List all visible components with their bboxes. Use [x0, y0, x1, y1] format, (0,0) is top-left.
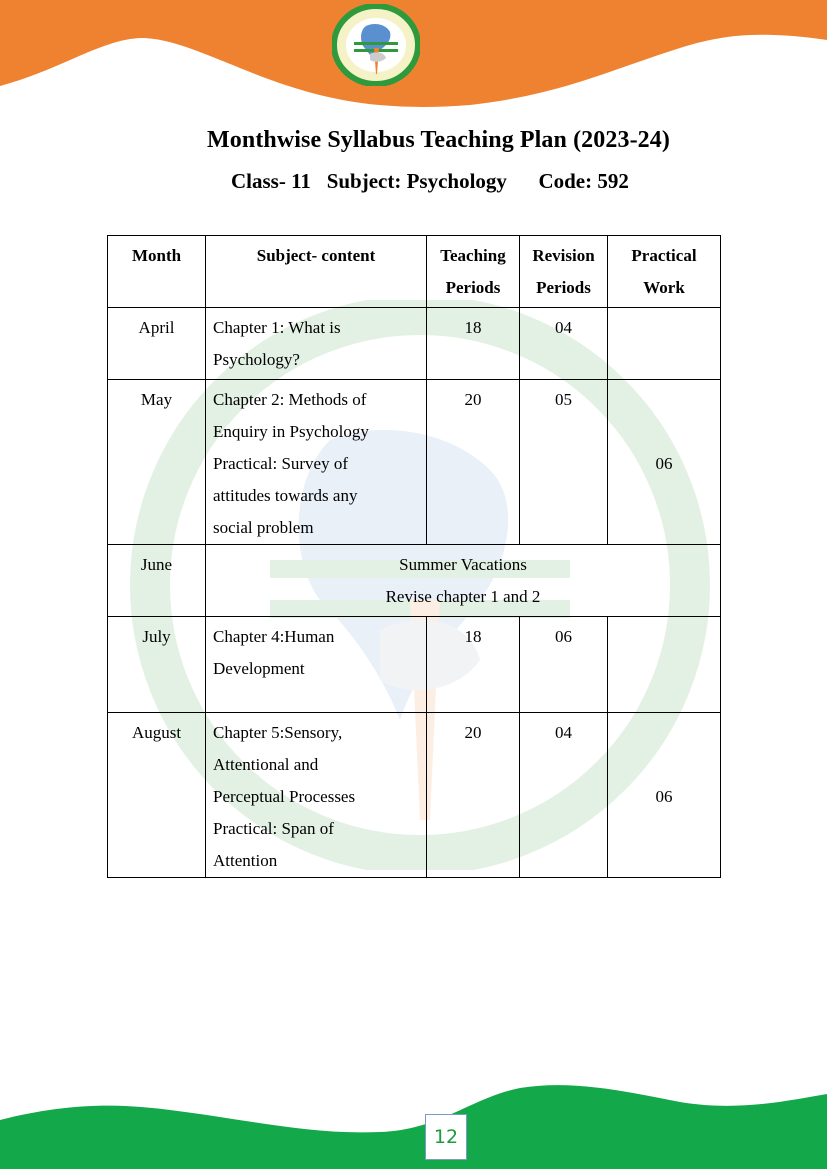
revision-cell: 06 — [520, 617, 608, 713]
footer-green-wave — [0, 1080, 827, 1169]
month-cell: June — [108, 545, 206, 617]
table-row — [108, 713, 721, 878]
content-cell — [206, 380, 427, 545]
content-line: Chapter 1: What is — [213, 318, 341, 337]
teaching-cell: 20 — [427, 713, 520, 878]
practical-cell: 06 — [608, 380, 721, 545]
content-line: attitudes towards any — [213, 486, 358, 505]
revision-header — [520, 236, 608, 308]
content-line: Chapter 2: Methods of — [213, 390, 367, 409]
revision-header-line: Revision — [532, 246, 595, 265]
teaching-header-line: Teaching — [440, 246, 506, 265]
content-line: social problem — [213, 518, 314, 537]
note-line: Revise chapter 1 and 2 — [385, 587, 541, 606]
practical-header-line: Practical — [631, 246, 697, 265]
note-line: Summer Vacations — [399, 555, 527, 574]
page-subtitle — [231, 169, 629, 194]
month-cell: July — [108, 617, 206, 713]
table-row — [108, 380, 721, 545]
practical-header — [608, 236, 721, 308]
teaching-cell: 18 — [427, 617, 520, 713]
content-header: Subject- content — [206, 236, 427, 308]
content-line: Perceptual Processes — [213, 787, 356, 806]
subject-label: Subject: Psychology — [326, 169, 507, 193]
content-line: Enquiry in Psychology — [213, 422, 369, 441]
table-header-row — [108, 236, 721, 308]
board-emblem-icon — [332, 4, 420, 86]
teaching-header — [427, 236, 520, 308]
table-row — [108, 617, 721, 713]
month-header: Month — [108, 236, 206, 308]
revision-cell: 04 — [520, 308, 608, 380]
table-row — [108, 545, 721, 617]
content-line: Chapter 4:Human — [213, 627, 335, 646]
page-number: 12 — [425, 1114, 467, 1160]
class-label: Class- 11 — [231, 169, 311, 193]
content-line: Attentional and — [213, 755, 319, 774]
content-cell — [206, 308, 427, 380]
month-cell: August — [108, 713, 206, 878]
vacation-note-cell — [206, 545, 721, 617]
content-line: Attention — [213, 851, 278, 870]
practical-cell — [608, 617, 721, 713]
code-label: Code: 592 — [538, 169, 629, 193]
month-cell: May — [108, 380, 206, 545]
content-line: Chapter 5:Sensory, — [213, 723, 343, 742]
revision-cell: 05 — [520, 380, 608, 545]
table-row — [108, 308, 721, 380]
content-line: Psychology? — [213, 350, 300, 369]
practical-header-line: Work — [643, 278, 685, 297]
practical-cell: 06 — [608, 713, 721, 878]
page-title: Monthwise Syllabus Teaching Plan (2023-24) — [207, 127, 670, 153]
practical-cell — [608, 308, 721, 380]
revision-header-line: Periods — [536, 278, 591, 297]
content-line: Development — [213, 659, 305, 678]
content-line: Practical: Span of — [213, 819, 334, 838]
revision-cell: 04 — [520, 713, 608, 878]
content-line: Practical: Survey of — [213, 454, 349, 473]
month-cell: April — [108, 308, 206, 380]
teaching-header-line: Periods — [445, 278, 501, 297]
content-cell — [206, 617, 427, 713]
syllabus-table — [107, 235, 721, 878]
content-cell — [206, 713, 427, 878]
teaching-cell: 18 — [427, 308, 520, 380]
teaching-cell: 20 — [427, 380, 520, 545]
